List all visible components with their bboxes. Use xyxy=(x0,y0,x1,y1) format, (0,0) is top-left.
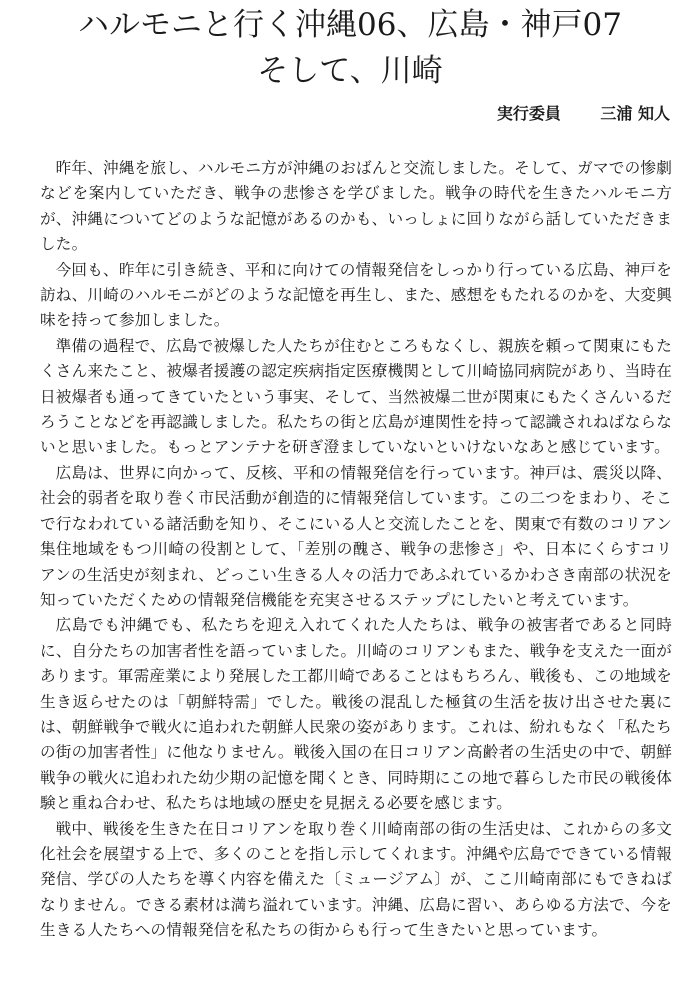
document-title-line-2: そして、川崎 xyxy=(257,53,443,89)
paragraph: 昨年、沖縄を旅し、ハルモニ方が沖縄のおばんと交流しました。そして、ガマでの惨劇などを案内していただき、戦争の悲惨さを学びました。戦争の時代を生きたハルモニ方が、沖縄についてどのような記憶があるのかも、いっしょに回りながら話していただきました。 xyxy=(40,159,672,254)
paragraph: 戦中、戦後を生きた在日コリアンを取り巻く川崎南部の街の生活史は、これからの多文化社会を展望する上で、多くのことを指し示してくれます。沖縄や広島でできている情報発信、学びの人たちを導く内容を備えた〔ミュージアム〕が、ここ川崎南部にもできねばなりません。できる素材は満ち溢れています。沖縄、広島に習い、あらゆる方法で、今を生きる人たちへの情報発信を私たちの街からも行って生きたいと思っています。 xyxy=(40,819,672,940)
article-body xyxy=(40,156,672,944)
author-role: 実行委員 xyxy=(496,104,561,123)
author-name: 三浦 知人 xyxy=(600,104,670,123)
paragraph: 広島でも沖縄でも、私たちを迎え入れてくれた人たちは、戦争の被害者であると同時に、自分たちの加害者性を語っていました。川崎のコリアンもまた、戦争を支えた一面があります。軍需産業により発展した工都川崎であることはもちろん、戦後も、この地域を生き返らせたのは「朝鮮特需」でした。戦後の混乱した極貧の生活を抜け出させた裏には、朝鮮戦争で戦火に追われた朝鮮人民衆の姿があります。これは、紛れもなく「私たちの街の加害者性」に他なりません。戦後入国の在日コリアン高齢者の生活史の中で、朝鮮戦争の戦火に追われた幼少期の記憶を聞くとき、同時期にこの地で暮らした市民の戦後体験と重ね合わせ、私たちは地域の歴史を見据える必要を感じます。 xyxy=(40,616,672,813)
document-title-line-1: ハルモニと行く沖縄06、広島・神戸07 xyxy=(78,7,622,43)
author-byline xyxy=(497,102,670,126)
paragraph: 広島は、世界に向かって、反核、平和の情報発信を行っています。神戸は、震災以降、社会的弱者を取り巻く市民活動が創造的に情報発信しています。この二つをまわり、そこで行なわれている諸活動を知り、そこにいる人と交流したことを、関東で有数のコリアン集住地域をもつ川崎の役割として、「差別の醜さ、戦争の悲惨さ」や、日本にくらすコリアンの生活史が刻まれ、どっこい生きる人々の活力であふれているかわさき南部の状況を知っていただくための情報発信機能を充実させるステップにしたいと考えています。 xyxy=(40,463,672,609)
paragraph: 今回も、昨年に引き続き、平和に向けての情報発信をしっかり行っている広島、神戸を訪ね、川崎のハルモニがどのような記憶を再生し、また、感想をもたれるのかを、大変興味を持って参加しました。 xyxy=(40,260,672,330)
paragraph: 準備の過程で、広島で被爆した人たちが住むところもなくし、親族を頼って関東にもたくさん来たこと、被爆者援護の認定疾病指定医療機関として川崎協同病院があり、当時在日被爆者も通ってきていたという事実、そして、当然被爆二世が関東にもたくさんいるだろうことなどを再認識しました。私たちの街と広島が連関性を持って認識されねばならないと思いました。もっとアンテナを研ぎ澄ましていないといけないなあと感じています。 xyxy=(40,336,672,457)
